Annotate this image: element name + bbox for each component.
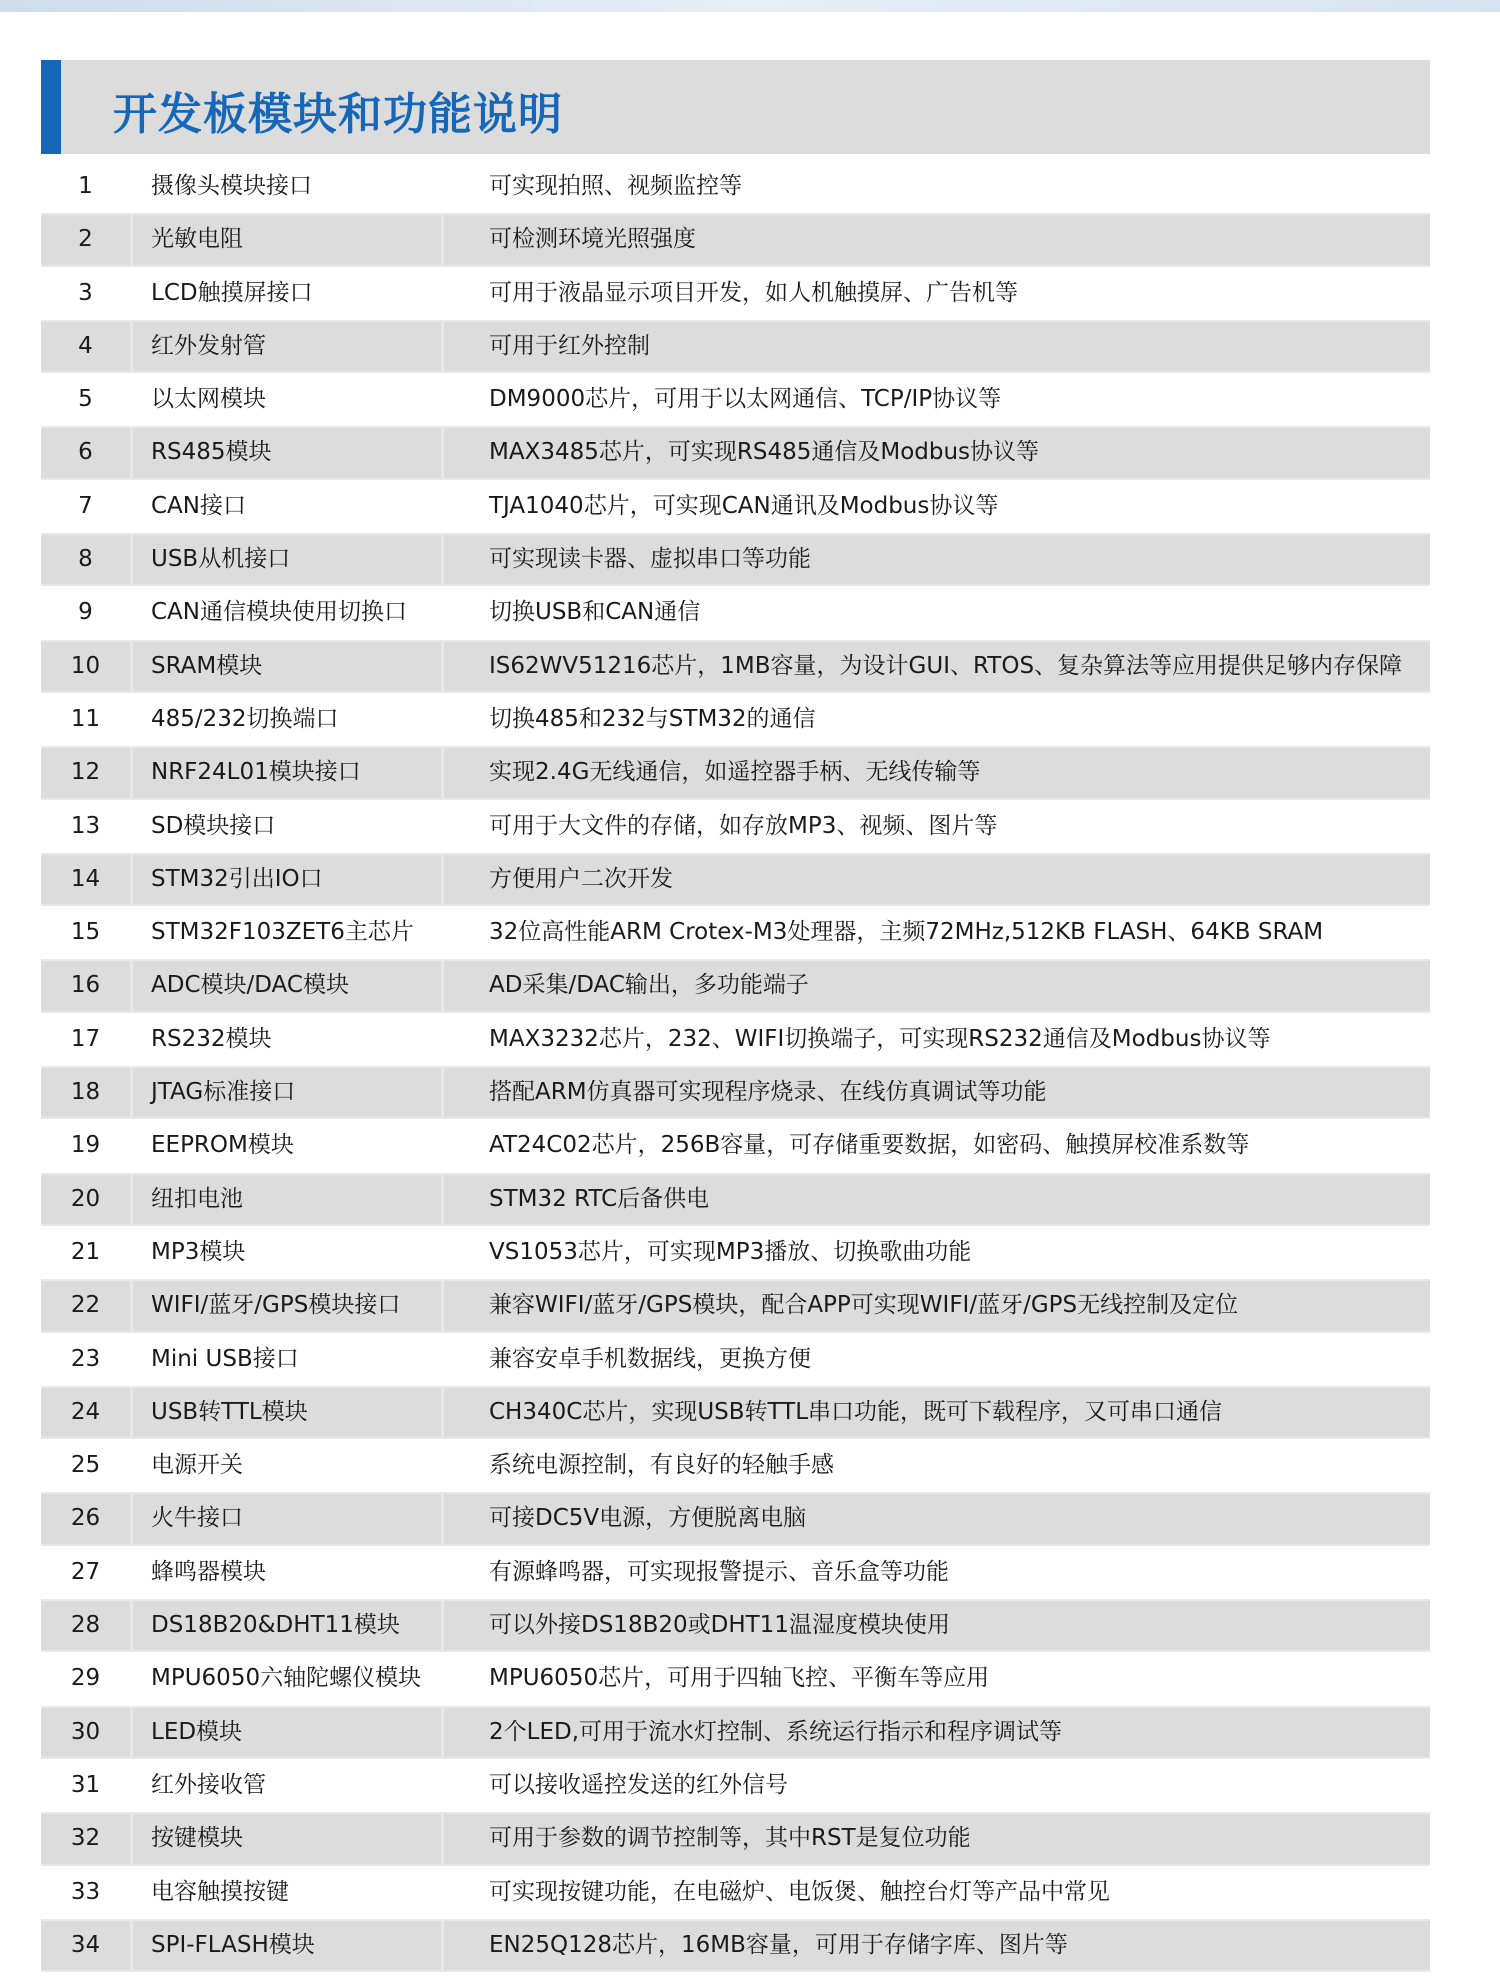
module-name: 纽扣电池 xyxy=(133,1175,441,1224)
module-description: 2个LED,可用于流水灯控制、系统运行指示和程序调试等 xyxy=(444,1708,1430,1757)
module-number: 7 xyxy=(78,492,93,519)
module-number: 1 xyxy=(78,173,93,199)
module-name: 红外发射管 xyxy=(133,322,441,371)
module-number: 32 xyxy=(41,1814,130,1863)
module-name: USB转TTL模块 xyxy=(133,1388,441,1437)
module-table xyxy=(41,160,1430,1972)
table-row xyxy=(41,1599,1430,1652)
module-number: 13 xyxy=(70,812,101,839)
table-row xyxy=(41,373,1430,426)
module-name: 485/232切换端口 xyxy=(151,705,339,732)
module-name: 摄像头模块接口 xyxy=(151,173,312,199)
module-description: 可实现拍照、视频监控等 xyxy=(489,173,742,199)
table-row xyxy=(41,1173,1430,1226)
module-description: 方便用户二次开发 xyxy=(444,855,1430,904)
top-decor-strip xyxy=(0,0,1500,12)
module-number: 28 xyxy=(41,1601,130,1650)
module-name: MP3模块 xyxy=(151,1238,246,1265)
module-description: 实现2.4G无线通信，如遥控器手柄、无线传输等 xyxy=(444,748,1430,797)
table-row xyxy=(41,1492,1430,1545)
module-name: WIFI/蓝牙/GPS模块接口 xyxy=(133,1281,441,1330)
table-row xyxy=(41,640,1430,693)
module-number: 34 xyxy=(41,1921,130,1970)
module-name: 以太网模块 xyxy=(151,386,266,413)
table-row xyxy=(41,1919,1430,1972)
table-row xyxy=(41,693,1430,746)
module-name: STM32F103ZET6主芯片 xyxy=(151,919,414,946)
module-name: LED模块 xyxy=(133,1708,441,1757)
table-row xyxy=(41,1866,1430,1919)
module-description: 可检测环境光照强度 xyxy=(444,215,1430,264)
table-row xyxy=(41,533,1430,586)
module-number: 14 xyxy=(41,855,130,904)
module-name: 光敏电阻 xyxy=(133,215,441,264)
module-name: 按键模块 xyxy=(133,1814,441,1863)
module-number: 4 xyxy=(41,322,130,371)
module-number: 24 xyxy=(41,1388,130,1437)
module-description: DM9000芯片，可用于以太网通信、TCP/IP协议等 xyxy=(489,386,1002,413)
module-number: 9 xyxy=(78,599,93,626)
module-number: 16 xyxy=(41,961,130,1010)
table-row xyxy=(41,1386,1430,1439)
module-number: 3 xyxy=(78,279,93,306)
module-number: 6 xyxy=(41,428,130,477)
module-number: 30 xyxy=(41,1708,130,1757)
module-description: AD采集/DAC输出，多功能端子 xyxy=(444,961,1430,1010)
module-number: 8 xyxy=(41,535,130,584)
table-row xyxy=(41,906,1430,959)
module-number: 20 xyxy=(41,1175,130,1224)
module-description: 32位高性能ARM Crotex-M3处理器，主频72MHz,512KB FLASH、64KB SRAM xyxy=(489,919,1324,946)
table-row xyxy=(41,426,1430,479)
module-description: 切换485和232与STM32的通信 xyxy=(489,705,816,732)
module-description: 可以外接DS18B20或DHT11温湿度模块使用 xyxy=(444,1601,1430,1650)
module-number: 22 xyxy=(41,1281,130,1330)
module-description: 切换USB和CAN通信 xyxy=(489,599,701,626)
module-name: LCD触摸屏接口 xyxy=(151,279,313,306)
module-number: 26 xyxy=(41,1494,130,1543)
module-name: CAN接口 xyxy=(151,492,246,519)
module-name: SPI-FLASH模块 xyxy=(133,1921,441,1970)
table-row xyxy=(41,746,1430,799)
module-description: 系统电源控制，有良好的轻触手感 xyxy=(489,1452,834,1479)
module-description: MAX3232芯片，232、WIFI切换端子，可实现RS232通信及Modbus协议等 xyxy=(489,1025,1271,1052)
module-description: 可用于大文件的存储，如存放MP3、视频、图片等 xyxy=(489,812,998,839)
table-row xyxy=(41,267,1430,320)
module-description: 可实现读卡器、虚拟串口等功能 xyxy=(444,535,1430,584)
module-name: ADC模块/DAC模块 xyxy=(133,961,441,1010)
module-number: 17 xyxy=(70,1025,101,1052)
module-name: Mini USB接口 xyxy=(151,1345,299,1372)
module-number: 31 xyxy=(70,1771,101,1798)
module-number: 33 xyxy=(70,1878,101,1905)
module-number: 29 xyxy=(70,1665,101,1692)
table-row xyxy=(41,1013,1430,1066)
module-number: 25 xyxy=(70,1452,101,1479)
module-description: 可用于液晶显示项目开发，如人机触摸屏、广告机等 xyxy=(489,279,1018,306)
table-row xyxy=(41,1652,1430,1705)
module-description: EN25Q128芯片，16MB容量，可用于存储字库、图片等 xyxy=(444,1921,1430,1970)
module-description: 可以接收遥控发送的红外信号 xyxy=(489,1771,788,1798)
module-description: IS62WV51216芯片，1MB容量，为设计GUI、RTOS、复杂算法等应用提供足够内存保障 xyxy=(444,642,1430,691)
module-name: RS485模块 xyxy=(133,428,441,477)
page-title: 开发板模块和功能说明 xyxy=(113,89,563,140)
module-name: EEPROM模块 xyxy=(151,1132,294,1159)
module-name: SRAM模块 xyxy=(133,642,441,691)
module-description: MAX3485芯片，可实现RS485通信及Modbus协议等 xyxy=(444,428,1430,477)
module-name: RS232模块 xyxy=(151,1025,272,1052)
table-row xyxy=(41,320,1430,373)
table-row xyxy=(41,1706,1430,1759)
module-description: 有源蜂鸣器，可实现报警提示、音乐盒等功能 xyxy=(489,1558,949,1585)
module-number: 18 xyxy=(41,1068,130,1117)
module-description: 兼容安卓手机数据线，更换方便 xyxy=(489,1345,811,1372)
module-name: JTAG标准接口 xyxy=(133,1068,441,1117)
module-name: 电容触摸按键 xyxy=(151,1878,289,1905)
module-number: 10 xyxy=(41,642,130,691)
module-name: DS18B20&DHT11模块 xyxy=(133,1601,441,1650)
module-description: CH340C芯片，实现USB转TTL串口功能，既可下载程序，又可串口通信 xyxy=(444,1388,1430,1437)
module-number: 19 xyxy=(70,1132,101,1159)
module-number: 12 xyxy=(41,748,130,797)
table-row xyxy=(41,160,1430,213)
module-description: 搭配ARM仿真器可实现程序烧录、在线仿真调试等功能 xyxy=(444,1068,1430,1117)
module-number: 15 xyxy=(70,919,101,946)
module-number: 2 xyxy=(41,215,130,264)
module-description: STM32 RTC后备供电 xyxy=(444,1175,1430,1224)
module-name: STM32引出IO口 xyxy=(133,855,441,904)
module-name: 火牛接口 xyxy=(133,1494,441,1543)
module-name: USB从机接口 xyxy=(133,535,441,584)
table-row xyxy=(41,1812,1430,1865)
module-number: 23 xyxy=(70,1345,101,1372)
module-name: 电源开关 xyxy=(151,1452,243,1479)
module-name: NRF24L01模块接口 xyxy=(133,748,441,797)
module-name: 红外接收管 xyxy=(151,1771,266,1798)
module-description: VS1053芯片，可实现MP3播放、切换歌曲功能 xyxy=(489,1238,972,1265)
module-number: 27 xyxy=(70,1558,101,1585)
table-row xyxy=(41,586,1430,639)
module-name: SD模块接口 xyxy=(151,812,276,839)
module-name: 蜂鸣器模块 xyxy=(151,1558,266,1585)
module-description: TJA1040芯片，可实现CAN通讯及Modbus协议等 xyxy=(489,492,999,519)
header-accent-bar xyxy=(41,60,61,154)
module-description: AT24C02芯片，256B容量，可存储重要数据，如密码、触摸屏校准系数等 xyxy=(489,1132,1250,1159)
table-row xyxy=(41,959,1430,1012)
module-number: 21 xyxy=(70,1238,101,1265)
table-row xyxy=(41,1066,1430,1119)
page-header xyxy=(41,60,1430,154)
module-number: 5 xyxy=(78,386,93,413)
table-row xyxy=(41,1279,1430,1332)
table-row xyxy=(41,1333,1430,1386)
module-description: 可接DC5V电源，方便脱离电脑 xyxy=(444,1494,1430,1543)
table-row xyxy=(41,1119,1430,1172)
table-row xyxy=(41,1759,1430,1812)
table-row xyxy=(41,1226,1430,1279)
module-description: 可实现按键功能，在电磁炉、电饭煲、触控台灯等产品中常见 xyxy=(489,1878,1110,1905)
table-row xyxy=(41,800,1430,853)
table-row xyxy=(41,1439,1430,1492)
table-row xyxy=(41,1546,1430,1599)
module-name: CAN通信模块使用切换口 xyxy=(151,599,407,626)
module-description: 可用于红外控制 xyxy=(444,322,1430,371)
module-description: 兼容WIFI/蓝牙/GPS模块，配合APP可实现WIFI/蓝牙/GPS无线控制及定位 xyxy=(444,1281,1430,1330)
table-row xyxy=(41,480,1430,533)
module-name: MPU6050六轴陀螺仪模块 xyxy=(151,1665,422,1692)
table-row xyxy=(41,853,1430,906)
module-description: MPU6050芯片，可用于四轴飞控、平衡车等应用 xyxy=(489,1665,990,1692)
module-description: 可用于参数的调节控制等，其中RST是复位功能 xyxy=(444,1814,1430,1863)
module-number: 11 xyxy=(70,705,101,732)
table-row xyxy=(41,213,1430,266)
